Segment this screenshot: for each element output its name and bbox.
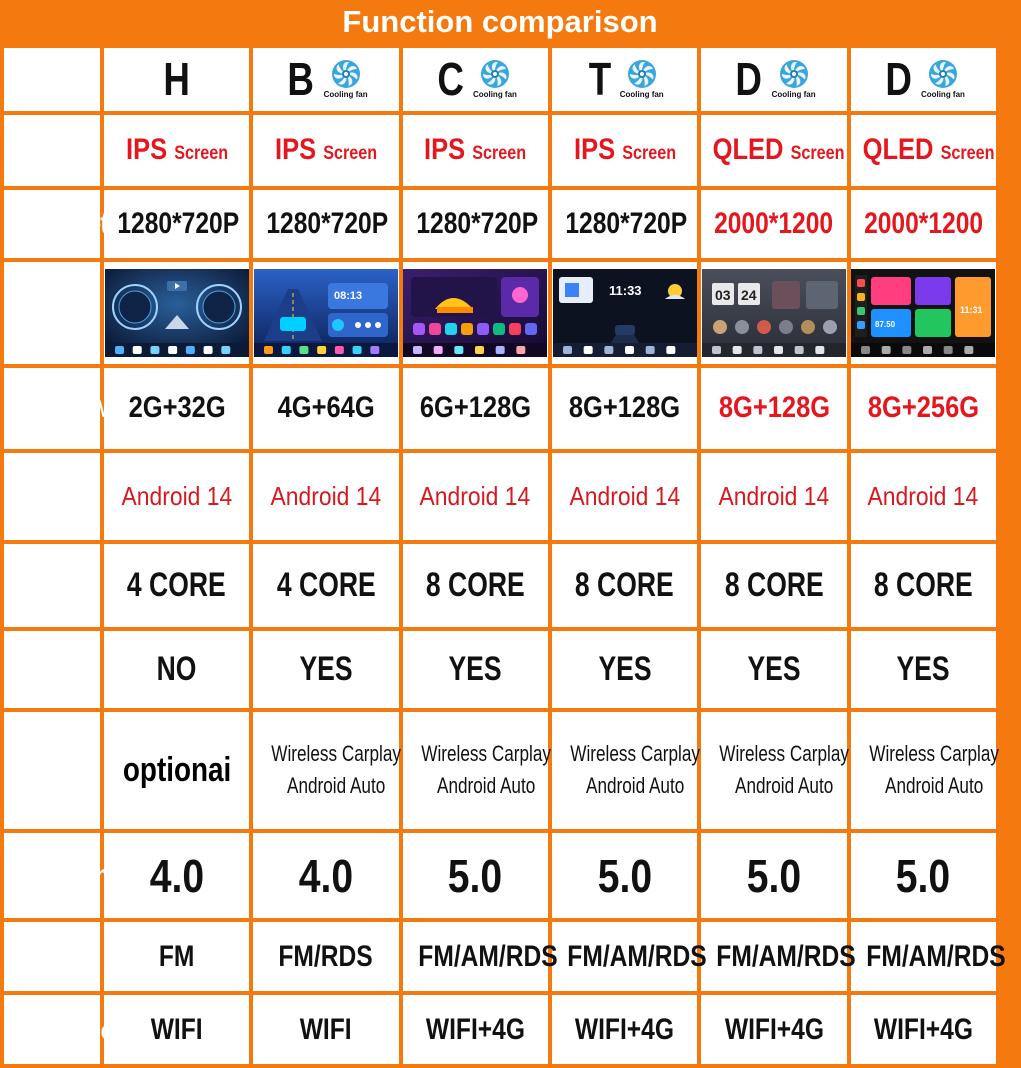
cell-screen <box>403 115 548 186</box>
bluetooth-value: 4.0 <box>298 849 354 902</box>
cooling-fan-label: Cooling fan <box>920 90 965 100</box>
cell-ui <box>851 262 996 363</box>
screen-type <box>126 133 228 167</box>
cell-connection <box>552 995 697 1064</box>
cell-bluetooth <box>701 833 846 918</box>
ui-preview <box>403 269 547 357</box>
row-ui <box>4 262 996 363</box>
screen-type-main: IPS <box>424 133 466 167</box>
carplay-line-1: Wireless Carplay <box>868 741 999 767</box>
core-value: 8 CORE <box>724 565 824 604</box>
cell-model <box>701 48 846 111</box>
cell-ui <box>701 262 846 363</box>
carplay-line-1: Wireless Carplay <box>719 741 850 767</box>
dsp-value: YES <box>299 649 353 688</box>
cell-dsp <box>851 631 996 708</box>
model-name: B <box>287 53 315 106</box>
cell-screen <box>104 115 249 186</box>
carplay-line-2: Android Auto <box>884 773 983 799</box>
resolution-value: 1280*720P <box>266 207 389 241</box>
screen-type-sub: Screen <box>472 143 527 165</box>
ram-rom-value: 6G+128G <box>419 391 531 425</box>
cell-carplay <box>104 712 249 829</box>
cell-radio <box>851 922 1006 991</box>
ui-preview <box>702 269 846 357</box>
row-connection <box>4 995 996 1064</box>
cooling-fan-icon <box>777 59 811 89</box>
svg-text:11:33: 11:33 <box>608 283 642 299</box>
cell-parameter <box>701 190 846 259</box>
resolution-value: 1280*720P <box>416 207 538 241</box>
screen-type-sub: Screen <box>323 143 378 165</box>
cell-radio <box>403 922 558 991</box>
ui-preview <box>105 269 249 357</box>
cell-bluetooth <box>403 833 548 918</box>
cooling-fan-label: Cooling fan <box>323 90 368 100</box>
cell-screen <box>552 115 697 186</box>
cell-core <box>104 544 249 627</box>
system-value: Android 14 <box>419 480 531 511</box>
cooling-fan-badge <box>473 59 517 99</box>
screen-type <box>862 133 994 167</box>
cell-core <box>403 544 548 627</box>
cell-connection <box>701 995 846 1064</box>
cell-radio <box>253 922 398 991</box>
model-name: H <box>163 53 190 106</box>
carplay-value <box>720 738 850 802</box>
screen-type-main: QLED <box>712 133 784 167</box>
cell-model <box>253 48 398 111</box>
cell-ui <box>552 262 697 363</box>
radio-value: FM/AM/RDS <box>865 939 1006 973</box>
cooling-fan-icon <box>478 59 512 89</box>
cooling-fan-label: Cooling fan <box>619 90 664 100</box>
cell-radio <box>104 922 249 991</box>
row-core <box>4 544 996 627</box>
core-value: 8 CORE <box>873 565 973 604</box>
cell-ui <box>253 262 398 363</box>
screen-type-main: QLED <box>862 133 934 167</box>
row-system <box>4 453 996 540</box>
system-value: Android 14 <box>718 480 830 511</box>
cell-dsp <box>104 631 249 708</box>
svg-text:24: 24 <box>740 287 757 304</box>
cell-carplay <box>552 712 700 829</box>
row-label-model: Model <box>4 48 100 111</box>
ui-preview <box>254 269 398 357</box>
cell-connection <box>403 995 548 1064</box>
cell-screen <box>253 115 398 186</box>
row-radio <box>4 922 996 991</box>
cooling-fan-label: Cooling fan <box>771 90 816 100</box>
radio-value: FM/AM/RDS <box>567 939 707 973</box>
bluetooth-value: 5.0 <box>746 849 802 902</box>
row-label-carplay: Carplay <box>4 712 100 829</box>
cell-core <box>552 544 697 627</box>
row-dsp <box>4 631 996 708</box>
page-title: Function comparison <box>342 4 658 39</box>
carplay-line-1: Wireless Carplay <box>271 741 402 767</box>
radio-value: FM/AM/RDS <box>417 939 558 973</box>
model-name: D <box>735 53 763 106</box>
comparison-table <box>0 44 1006 1068</box>
screen-type <box>424 133 526 167</box>
resolution-value: 2000*1200 <box>863 207 983 241</box>
connection-value: WIFI+4G <box>575 1012 675 1046</box>
core-value: 8 CORE <box>575 565 675 604</box>
cell-ram <box>104 368 249 449</box>
cell-dsp <box>552 631 697 708</box>
cell-ui <box>104 262 249 363</box>
carplay-value <box>570 738 700 802</box>
row-label-core: CORE <box>4 544 100 627</box>
resolution-value: 1280*720P <box>565 207 688 241</box>
cooling-fan-badge <box>921 59 965 99</box>
cell-model <box>403 48 548 111</box>
carplay-line-1: Wireless Carplay <box>570 741 700 767</box>
cell-parameter <box>104 190 249 259</box>
row-bluetooth <box>4 833 996 918</box>
svg-text:87.50: 87.50 <box>875 320 896 330</box>
screen-type-sub: Screen <box>790 143 845 165</box>
ui-preview <box>851 269 995 357</box>
ui-screenshot-thumbnail <box>403 269 547 357</box>
model-name: T <box>588 53 611 106</box>
dsp-value: YES <box>896 649 950 688</box>
cell-system <box>253 453 398 540</box>
radio-value: FM <box>158 939 195 973</box>
cooling-fan-icon <box>625 59 659 89</box>
resolution-value: 2000*1200 <box>714 207 834 241</box>
row-model <box>4 48 996 111</box>
cell-core <box>851 544 996 627</box>
carplay-line-1: Wireless Carplay <box>420 741 551 767</box>
radio-value: FM/RDS <box>278 939 374 973</box>
cooling-fan-icon <box>329 59 363 89</box>
screen-type-main: IPS <box>125 133 167 167</box>
cell-bluetooth <box>851 833 996 918</box>
cell-ram <box>851 368 996 449</box>
cell-carplay <box>851 712 999 829</box>
cell-radio <box>552 922 707 991</box>
carplay-line-2: Android Auto <box>585 773 685 799</box>
system-value: Android 14 <box>867 480 979 511</box>
ui-screenshot-thumbnail <box>851 269 995 357</box>
core-value: 4 CORE <box>127 565 227 604</box>
screen-type-sub: Screen <box>173 143 228 165</box>
model-name: C <box>437 53 464 106</box>
cooling-fan-badge <box>620 59 664 99</box>
cell-dsp <box>253 631 398 708</box>
bluetooth-value: 5.0 <box>896 849 951 902</box>
bluetooth-value: 4.0 <box>149 849 204 902</box>
cell-core <box>253 544 398 627</box>
cell-parameter <box>253 190 398 259</box>
row-label-connection: Connection <box>4 995 100 1064</box>
cooling-fan-icon <box>926 59 960 89</box>
ram-rom-value: 8G+128G <box>568 391 681 425</box>
cell-ui <box>403 262 548 363</box>
cell-ram <box>253 368 398 449</box>
cell-system <box>403 453 548 540</box>
ui-screenshot-thumbnail <box>105 269 249 357</box>
ram-rom-value: 4G+64G <box>277 391 375 425</box>
screen-type-sub: Screen <box>940 143 995 165</box>
cell-connection <box>253 995 398 1064</box>
ram-rom-value: 8G+256G <box>867 391 979 425</box>
carplay-value: optionai <box>122 750 231 789</box>
carplay-value <box>869 738 999 802</box>
cell-bluetooth <box>552 833 697 918</box>
screen-type-main: IPS <box>274 133 317 167</box>
row-label-screen: Screen <box>4 115 100 186</box>
cooling-fan-badge <box>324 59 368 99</box>
cell-connection <box>851 995 996 1064</box>
ui-screenshot-thumbnail <box>553 269 697 357</box>
carplay-value <box>421 738 551 802</box>
row-label-ram-rom: RAM+ROM <box>4 368 100 449</box>
resolution-value: 1280*720P <box>117 207 240 241</box>
row-screen <box>4 115 996 186</box>
cell-parameter <box>403 190 548 259</box>
ui-screenshot-thumbnail <box>254 269 398 357</box>
screen-type-main: IPS <box>573 133 615 167</box>
cell-radio <box>701 922 856 991</box>
row-label-radio: Radio <box>4 922 100 991</box>
row-label-system: System <box>4 453 100 540</box>
system-value: Android 14 <box>270 480 382 511</box>
cell-model <box>552 48 697 111</box>
connection-value: WIFI <box>300 1012 352 1046</box>
cell-parameter <box>552 190 697 259</box>
cooling-fan-label: Cooling fan <box>472 90 517 100</box>
ui-screenshot-thumbnail <box>702 269 846 357</box>
screen-type <box>713 133 845 167</box>
row-carplay <box>4 712 996 829</box>
svg-text:08:13: 08:13 <box>333 290 363 303</box>
cell-system <box>701 453 846 540</box>
ui-preview <box>553 269 697 357</box>
screen-type <box>574 133 676 167</box>
cell-core <box>701 544 846 627</box>
bluetooth-value: 5.0 <box>448 849 503 902</box>
cell-carplay <box>403 712 551 829</box>
dsp-value: YES <box>448 649 502 688</box>
ram-rom-value: 8G+128G <box>718 391 830 425</box>
cell-system <box>552 453 697 540</box>
cell-bluetooth <box>253 833 398 918</box>
row-parameter <box>4 190 996 259</box>
cell-dsp <box>701 631 846 708</box>
dsp-value: NO <box>156 649 197 688</box>
carplay-line-2: Android Auto <box>287 773 386 799</box>
model-name: D <box>885 53 912 106</box>
radio-value: FM/AM/RDS <box>716 939 856 973</box>
row-label-parameter: Parameter <box>4 190 100 259</box>
cell-dsp <box>403 631 548 708</box>
screen-type-sub: Screen <box>621 143 676 165</box>
core-value: 4 CORE <box>276 565 376 604</box>
cell-screen <box>851 115 996 186</box>
system-value: Android 14 <box>569 480 680 511</box>
row-ram-rom <box>4 368 996 449</box>
cell-ram <box>403 368 548 449</box>
cell-carplay <box>253 712 402 829</box>
row-label-ui: UI <box>4 262 100 363</box>
carplay-value <box>272 738 402 802</box>
cell-screen <box>701 115 846 186</box>
core-value: 8 CORE <box>425 565 525 604</box>
cell-parameter <box>851 190 996 259</box>
connection-value: WIFI+4G <box>724 1012 824 1046</box>
cell-bluetooth <box>104 833 249 918</box>
cell-ram <box>552 368 697 449</box>
cell-system <box>104 453 249 540</box>
system-value: Android 14 <box>121 480 233 511</box>
connection-value: WIFI+4G <box>873 1012 973 1046</box>
connection-value: WIFI+4G <box>425 1012 525 1046</box>
screen-type <box>275 133 377 167</box>
svg-text:11:31: 11:31 <box>960 305 983 316</box>
cell-ram <box>701 368 846 449</box>
cell-carplay <box>701 712 850 829</box>
row-label-bluetooth: Blutooth <box>4 833 100 918</box>
cell-model <box>104 48 249 111</box>
cell-model <box>851 48 996 111</box>
ram-rom-value: 2G+32G <box>128 391 226 425</box>
cooling-fan-badge <box>772 59 816 99</box>
cell-connection <box>104 995 249 1064</box>
cell-system <box>851 453 996 540</box>
dsp-value: YES <box>747 649 801 688</box>
carplay-line-2: Android Auto <box>436 773 535 799</box>
bluetooth-value: 5.0 <box>597 849 652 902</box>
dsp-value: YES <box>598 649 652 688</box>
svg-text:03: 03 <box>714 287 731 304</box>
connection-value: WIFI <box>150 1012 203 1046</box>
carplay-line-2: Android Auto <box>735 773 834 799</box>
row-label-dsp: DSP <box>4 631 100 708</box>
